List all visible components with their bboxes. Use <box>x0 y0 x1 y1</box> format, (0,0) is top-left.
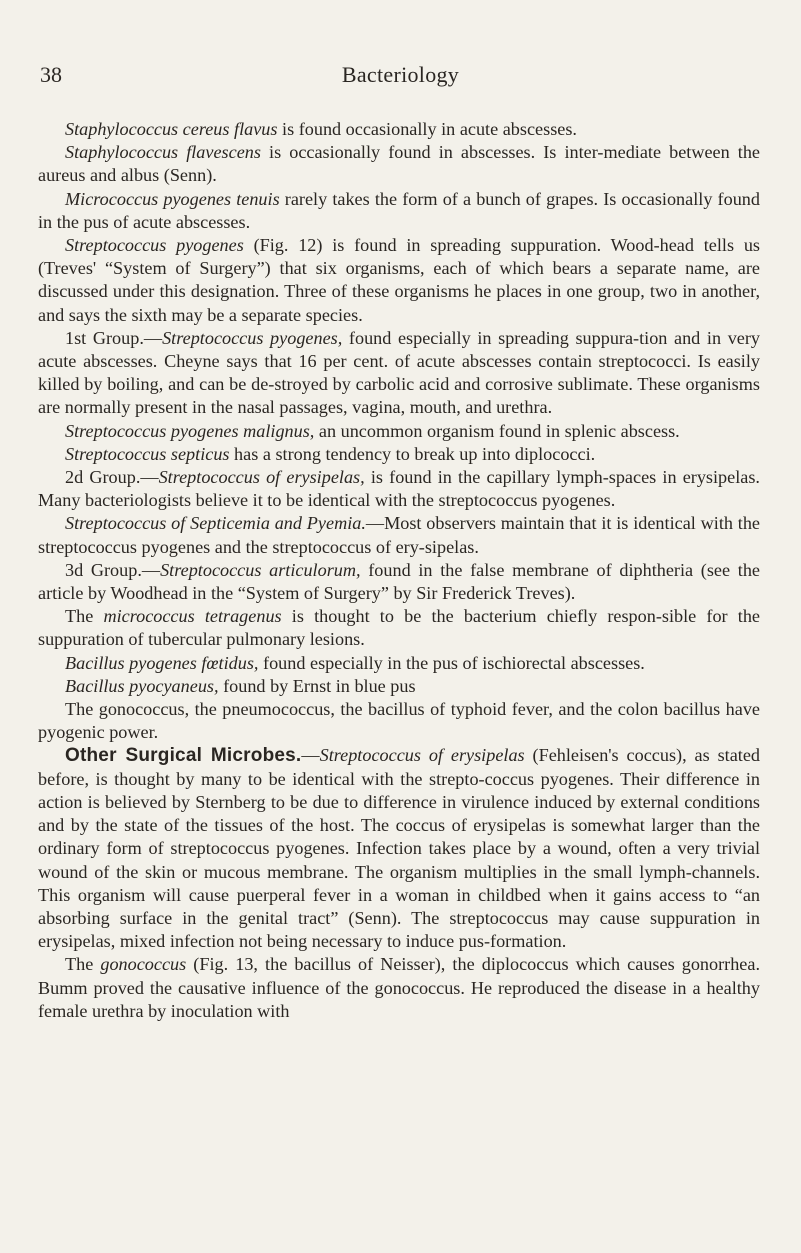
para-third-group <box>38 559 760 605</box>
para-gonococcus <box>38 953 760 1023</box>
para-pyogenic-power <box>38 698 760 744</box>
italic-term: Streptococcus pyogenes, <box>162 327 343 348</box>
italic-term: Streptococcus articulorum, <box>160 559 361 580</box>
italic-term: Staphylococcus flavescens <box>65 142 261 163</box>
text-run: 1st Group.— <box>65 327 163 348</box>
page-number: 38 <box>40 62 62 87</box>
text-run: (Fig. 13, the bacillus of Neisser), the diplococcus which causes gonorrhea. Bumm proved the causative influence of the gonococcus. He reproduced the disease in a healthy female urethra by inoculation with <box>38 954 760 1021</box>
para-strep-septicus <box>38 443 760 466</box>
italic-term: micrococcus tetragenus <box>103 606 282 627</box>
italic-term: Bacillus pyogenes fœtidus, <box>65 652 259 673</box>
para-strep-malignus <box>38 420 760 443</box>
italic-term: Staphylococcus cereus flavus <box>65 119 278 139</box>
italic-term: Bacillus pyocyaneus, <box>65 675 219 696</box>
para-micrococcus-tetragenus <box>38 605 760 651</box>
text-run: —Most observers maintain that it is identical with the streptococcus pyogenes and the streptococcus of ery-sipelas. <box>38 513 760 557</box>
text-run: is thought to be the bacterium chiefly respon-sible for the suppuration of tubercular pulmonary lesions. <box>38 606 760 650</box>
text-run: rarely takes the form of a bunch of grapes. Is occasionally found in the pus of acute abscesses. <box>38 188 760 232</box>
text-run: found by Ernst in blue pus <box>218 675 416 696</box>
para-staph-flavescens <box>38 141 760 187</box>
running-head: Bacteriology <box>341 62 460 87</box>
para-staph-cereus-flavus <box>38 118 760 141</box>
text-run: 3d Group.— <box>65 559 161 580</box>
text-run: is found occasionally in acute abscesses. <box>277 119 577 139</box>
text-run: is occasionally found in abscesses. Is inter-mediate between the aureus and albus (Senn). <box>38 142 760 186</box>
text-run: The <box>65 954 101 975</box>
text-run: (Fig. 12) is found in spreading suppuration. Wood-head tells us (Treves' “System of Surgery”) that six organisms, each of which bears a separate name, are discussed under this designation. Three of these organisms he places in one group, two in another, and says the sixth may be a separate species. <box>38 235 761 325</box>
text-run: — <box>301 745 320 766</box>
para-bacillus-pyocyaneus <box>38 675 760 698</box>
para-other-surgical-microbes <box>38 744 760 953</box>
para-first-group <box>38 327 760 420</box>
italic-term: gonococcus <box>100 954 187 975</box>
text-run: found in the false membrane of diphtheria (see the article by Woodhead in the “System of Surgery” by Sir Frederick Treves). <box>38 559 760 604</box>
text-run: 2d Group.— <box>65 467 159 488</box>
para-bacillus-foetidus <box>38 652 760 675</box>
para-strep-septicemia <box>38 512 760 558</box>
text-run: The <box>65 606 104 627</box>
text-run: an uncommon organism found in splenic abscess. <box>314 420 680 441</box>
para-second-group <box>38 466 760 512</box>
section-heading: Other Surgical Microbes. <box>65 745 302 767</box>
italic-term: Streptococcus septicus <box>65 443 230 464</box>
page-header <box>0 62 801 92</box>
text-run: found especially in the pus of ischiorectal abscesses. <box>258 652 645 673</box>
text-run: (Fehleisen's coccus), as stated before, is thought by many to be identical with the strepto-coccus pyogenes. Their difference in action is believed by Sternberg to be due to difference in virulence induced by external conditions and by the state of the tissues of the host. The coccus of erysipelas is somewhat larger than the ordinary form of streptococcus pyogenes. Infection takes place by a wound, often a very trivial wound of the skin or mucous membrane. The organism multiplies in the small lymph-channels. This organism will cause puerperal fever in a woman in childbed when it gains access to “an absorbing surface in the genital tract” (Senn). The streptococcus may cause suppuration in erysipelas, mixed infection not being necessary to induce pus-formation. <box>38 745 760 952</box>
italic-term: Streptococcus pyogenes malignus, <box>65 420 315 441</box>
text-run: The gonococcus, the pneumococcus, the bacillus of typhoid fever, and the colon bacillus have pyogenic power. <box>38 699 760 743</box>
italic-term: Streptococcus of Septicemia and Pyemia. <box>65 513 366 534</box>
text-run: found especially in spreading suppura-tion and in very acute abscesses. Cheyne says that 16 per cent. of acute abscesses contain streptococci. Is easily killed by boiling, and can be de-stroyed by carbolic acid and corrosive sublimate. These organisms are normally present in the nasal passages, vagina, mouth, and urethra. <box>38 327 761 418</box>
para-micrococcus-tenuis <box>38 188 760 234</box>
italic-term: Streptococcus pyogenes <box>65 235 244 256</box>
text-run: has a strong tendency to break up into diplococci. <box>229 443 596 464</box>
italic-term: Micrococcus pyogenes tenuis <box>65 188 280 209</box>
body-text <box>38 118 760 1023</box>
italic-term: Streptococcus of erysipelas <box>319 745 525 766</box>
para-strep-pyogenes <box>38 234 760 327</box>
text-run: is found in the capillary lymph-spaces in erysipelas. Many bacteriologists believe it to be identical with the streptococcus pyogenes. <box>38 467 760 511</box>
italic-term: Streptococcus of erysipelas, <box>158 467 365 488</box>
